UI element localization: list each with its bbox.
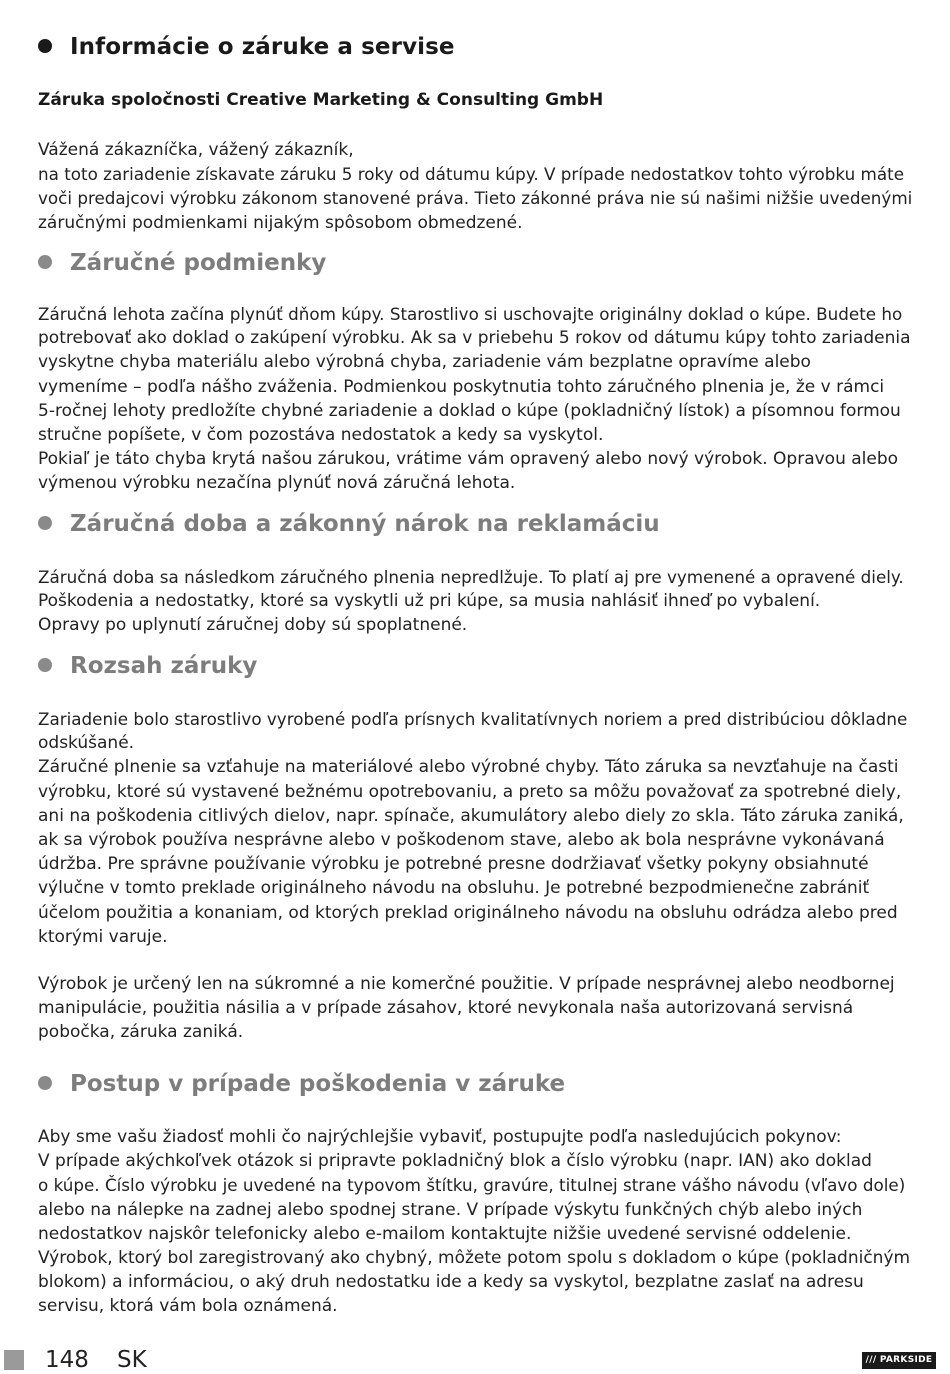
text-line: výlučne v tomto preklade originálneho návodu na obsluhu. Je potrebné bezpodmienečne zabrániť [38, 878, 870, 899]
bullet-icon [38, 255, 52, 269]
text-line: ak sa výrobok používa nesprávne alebo v poškodenom stave, alebo ak bola nesprávne vykonávaná [38, 830, 885, 851]
text-line: manipulácie, použitia násilia a v prípade zásahov, ktoré nevykonala naša autorizovaná servisná [38, 998, 854, 1019]
text-line: na toto zariadenie získavate záruku 5 roky od dátumu kúpy. V prípade nedostatkov tohto výrobku máte [38, 164, 904, 185]
text-line: blokom) a informáciou, o aký druh nedostatku ide a kedy sa vyskytol, bezplatne zaslať na adresu [38, 1272, 864, 1293]
text-line: účelom použitia a konaniam, od ktorých preklad originálneho návodu na obsluhu odrádza alebo pred [38, 902, 898, 923]
warranty-conditions-paragraph [38, 302, 914, 496]
section-heading-warranty-conditions: Záručné podmienky [38, 250, 326, 276]
text-line: vymeníme – podľa nášho zváženia. Podmienkou poskytnutia tohto záručného plnenia je, že v rámci [38, 376, 885, 397]
text-line: Záručná lehota začína plynúť dňom kúpy. Starostlivo si uschovajte originálny doklad o kúpe. Budete ho [38, 304, 903, 324]
text-line: 5-ročnej lehoty predložíte chybné zariadenie a doklad o kúpe (pokladničný lístok) a písomnou formou [38, 400, 901, 421]
warranty-scope-paragraph [38, 707, 914, 949]
text-line: výrobku, ktoré sú vystavené bežnému opotrebovaniu, a preto sa môžu považovať za spotrebné diely, [38, 781, 902, 802]
text-line: Vážená zákazníčka, vážený zákazník, [38, 140, 354, 160]
text-line: odskúšané. [38, 733, 135, 754]
text-line: Opravy po uplynutí záručnej doby sú spoplatnené. [38, 615, 468, 636]
text-line: údržba. Pre správne používanie výrobku je potrebné presne dodržiavať všetky pokyny obsiahnuté [38, 854, 869, 875]
text-line: stručne popíšete, v čom pozostáva nedostatok a kedy sa vyskytol. [38, 425, 604, 446]
text-line: Zariadenie bolo starostlivo vyrobené podľa prísnych kvalitatívnych noriem a pred distribúciou dôkladne [38, 709, 908, 729]
text-line: Výrobok, ktorý bol zaregistrovaný ako chybný, môžete potom spolu s dokladom o kúpe (pokladničným [38, 1248, 911, 1269]
section-heading-warranty-period: Záručná doba a zákonný nárok na reklamáciu [38, 511, 660, 537]
text-line: vyskytne chyba materiálu alebo výrobná chyba, zariadenie vám bezplatne opravíme alebo [38, 352, 811, 373]
text-line: Výrobok je určený len na súkromné a nie komerčné použitie. V prípade nesprávnej alebo neodbornej [38, 974, 895, 994]
bullet-icon [38, 1076, 52, 1090]
bullet-icon [38, 516, 52, 530]
text-line: voči predajcovi výrobku zákonom stanovené práva. Tieto zákonné práva nie sú našimi nižšie uvedenými [38, 188, 913, 209]
intro-paragraph [38, 138, 914, 235]
parkside-logo: /// PARKSIDE [862, 1352, 936, 1369]
private-use-paragraph [38, 972, 914, 1045]
bullet-icon [38, 39, 52, 53]
text-line: pobočka, záruka zaniká. [38, 1022, 244, 1043]
section-heading-damage-procedure: Postup v prípade poškodenia v záruke [38, 1071, 565, 1097]
language-code: SK [117, 1347, 147, 1373]
text-line: Poškodenia a nedostatky, ktoré sa vyskytli už pri kúpe, sa musia nahlásiť ihneď po vybalení. [38, 591, 821, 612]
text-line: alebo na nálepke na zadnej alebo spodnej strane. V prípade výskytu funkčných chýb alebo iných [38, 1199, 863, 1220]
page-number: 148 [45, 1347, 89, 1373]
text-line: Aby sme vašu žiadosť mohli čo najrýchlejšie vybaviť, postupujte podľa nasledujúcich pokynov: [38, 1127, 842, 1147]
page-title: Informácie o záruke a servise [38, 34, 455, 60]
text-line: záručnými podmienkami nijakým spôsobom obmedzené. [38, 212, 523, 233]
text-line: výmenou výrobku nezačína plynúť nová záručná lehota. [38, 473, 516, 494]
warranty-subtitle: Záruka spoločnosti Creative Marketing & Consulting GmbH [38, 90, 604, 110]
text-line: o kúpe. Číslo výrobku je uvedené na typovom štítku, gravúre, titulnej strane vášho návodu (vľavo dole) [38, 1175, 906, 1196]
bullet-icon [38, 658, 52, 672]
text-line: servisu, ktorá vám bola oznámená. [38, 1296, 338, 1317]
text-line: potrebovať ako doklad o zakúpení výrobku. Ak sa v priebehu 5 rokov od dátumu kúpy tohto zariadenia [38, 328, 911, 349]
text-line: Záručné plnenie sa vzťahuje na materiálové alebo výrobné chyby. Táto záruka sa nevzťahuje na časti [38, 757, 899, 778]
text-line: V prípade akýchkoľvek otázok si pripravte pokladničný blok a číslo výrobku (napr. IAN) ako doklad [38, 1151, 872, 1172]
text-line: Záručná doba sa následkom záručného plnenia nepredlžuje. To platí aj pre vymenené a opravené diely. [38, 567, 904, 587]
warranty-period-paragraph [38, 565, 914, 638]
text-line: ktorými varuje. [38, 926, 168, 947]
section-heading-warranty-scope: Rozsah záruky [38, 653, 257, 679]
damage-procedure-paragraph [38, 1125, 914, 1319]
text-line: nedostatkov najskôr telefonicky alebo e-mailom kontaktujte nižšie uvedené servisné oddelenie. [38, 1223, 852, 1244]
text-line: ani na poškodenia citlivých dielov, napr. spínače, akumulátory alebo diely zo skla. Táto záruka zaniká, [38, 805, 904, 826]
text-line: Pokiaľ je táto chyba krytá našou zárukou, vrátime vám opravený alebo nový výrobok. Opravou alebo [38, 449, 899, 470]
page-marker-square [4, 1350, 24, 1370]
